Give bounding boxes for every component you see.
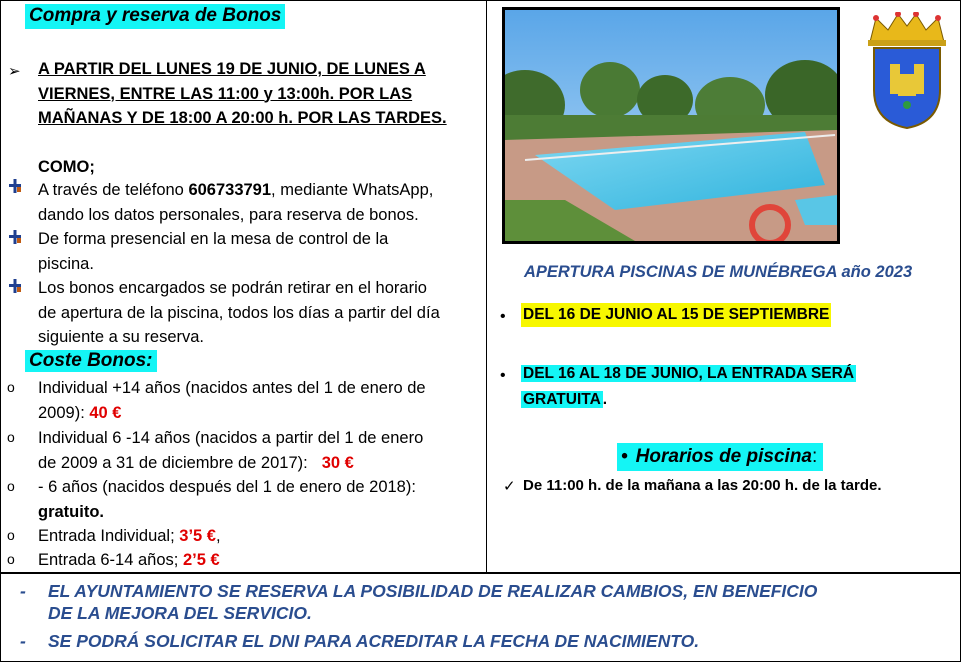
price-item: - 6 años (nacidos después del 1 de enero de 2018): gratuito. [38, 478, 416, 521]
price-value: 40 € [89, 403, 122, 422]
schedule-line: VIERNES, ENTRE LAS 11:00 y 13:00h. POR LAS [38, 84, 413, 103]
presencial-line: De forma presencial en la mesa de control de la [38, 230, 389, 248]
price-item: Entrada 6-14 años; 2’5 € [38, 551, 220, 569]
price-value: 2’5 € [182, 551, 220, 569]
retirar-line: siguiente a su reserva. [38, 328, 205, 346]
price-value: 30 € [321, 453, 354, 472]
purchase-heading: Compra y reserva de Bonos [25, 4, 285, 29]
circle-bullet-icon: o [7, 527, 15, 543]
schedule-line: A PARTIR DEL LUNES 19 DE JUNIO, DE LUNES A [38, 60, 426, 78]
phone-item [38, 178, 478, 227]
price-value: 3’5 € [179, 527, 216, 545]
season-dates: DEL 16 DE JUNIO AL 15 DE SEPTIEMBRE [521, 303, 831, 327]
disc-bullet-icon: • [500, 308, 506, 325]
pool-opening-title: APERTURA PISCINAS DE MUNÉBREGA año 2023 [524, 263, 913, 281]
circle-bullet-icon: o [7, 429, 15, 445]
disc-bullet-icon: • [621, 446, 628, 467]
presencial-item [38, 227, 478, 276]
retirar-line: Los bonos encargados se podrán retirar en el horario [38, 279, 427, 297]
phone-line: A través de teléfono 606733791, mediante WhatsApp, [38, 181, 434, 199]
notice-dni: SE PODRÁ SOLICITAR EL DNI PARA ACREDITAR LA FECHA DE NACIMIENTO. [48, 631, 700, 651]
dash-bullet: - [20, 631, 26, 651]
free-entry-notice: DEL 16 AL 18 DE JUNIO, LA ENTRADA SERÁ GRATUITA . [523, 365, 855, 408]
presencial-line: piscina. [38, 254, 94, 273]
disc-bullet-icon: • [500, 367, 506, 384]
arrow-bullet-icon: ➢ [8, 63, 21, 80]
circle-bullet-icon: o [7, 478, 15, 494]
price-item: Entrada Individual; 3’5 €, [38, 527, 221, 545]
price-item: Individual 6 -14 años (nacidos a partir del 1 de enero de 2009 a 31 de diciembre de 2017): 30 € [38, 429, 424, 472]
opening-hours: De 11:00 h. de la mañana a las 20:00 h. de la tarde. [523, 477, 882, 494]
column-divider [486, 0, 487, 572]
notice-changes: EL AYUNTAMIENTO SE RESERVA LA POSIBILIDAD DE REALIZAR CAMBIOS, EN BENEFICIO DE LA MEJORA DEL SERVICIO. [48, 581, 818, 623]
cross-bullet-icon [8, 178, 22, 194]
coste-heading: Coste Bonos: [25, 350, 157, 372]
pool-photo [502, 7, 840, 244]
horarios-heading: • Horarios de piscina: [617, 443, 823, 471]
pool-photo-illustration [505, 10, 837, 241]
schedule-text [38, 57, 478, 131]
circle-bullet-icon: o [7, 379, 15, 395]
phone-number: 606733791 [188, 181, 272, 199]
coat-of-arms [862, 12, 952, 130]
como-label: COMO; [38, 158, 95, 176]
retirar-line: de apertura de la piscina, todos los días a partir del día [38, 303, 440, 322]
circle-bullet-icon: o [7, 551, 15, 567]
cross-bullet-icon [8, 278, 22, 294]
retirar-item [38, 276, 478, 350]
check-icon: ✓ [503, 478, 516, 495]
coat-of-arms-icon [862, 12, 952, 130]
dash-bullet: - [20, 581, 26, 601]
phone-line: dando los datos personales, para reserva de bonos. [38, 205, 419, 224]
price-item: Individual +14 años (nacidos antes del 1 de enero de 2009): 40 € [38, 379, 426, 422]
cross-bullet-icon [8, 229, 22, 245]
schedule-line: MAÑANAS Y DE 18:00 A 20:00 h. POR LAS TARDES. [38, 109, 447, 127]
